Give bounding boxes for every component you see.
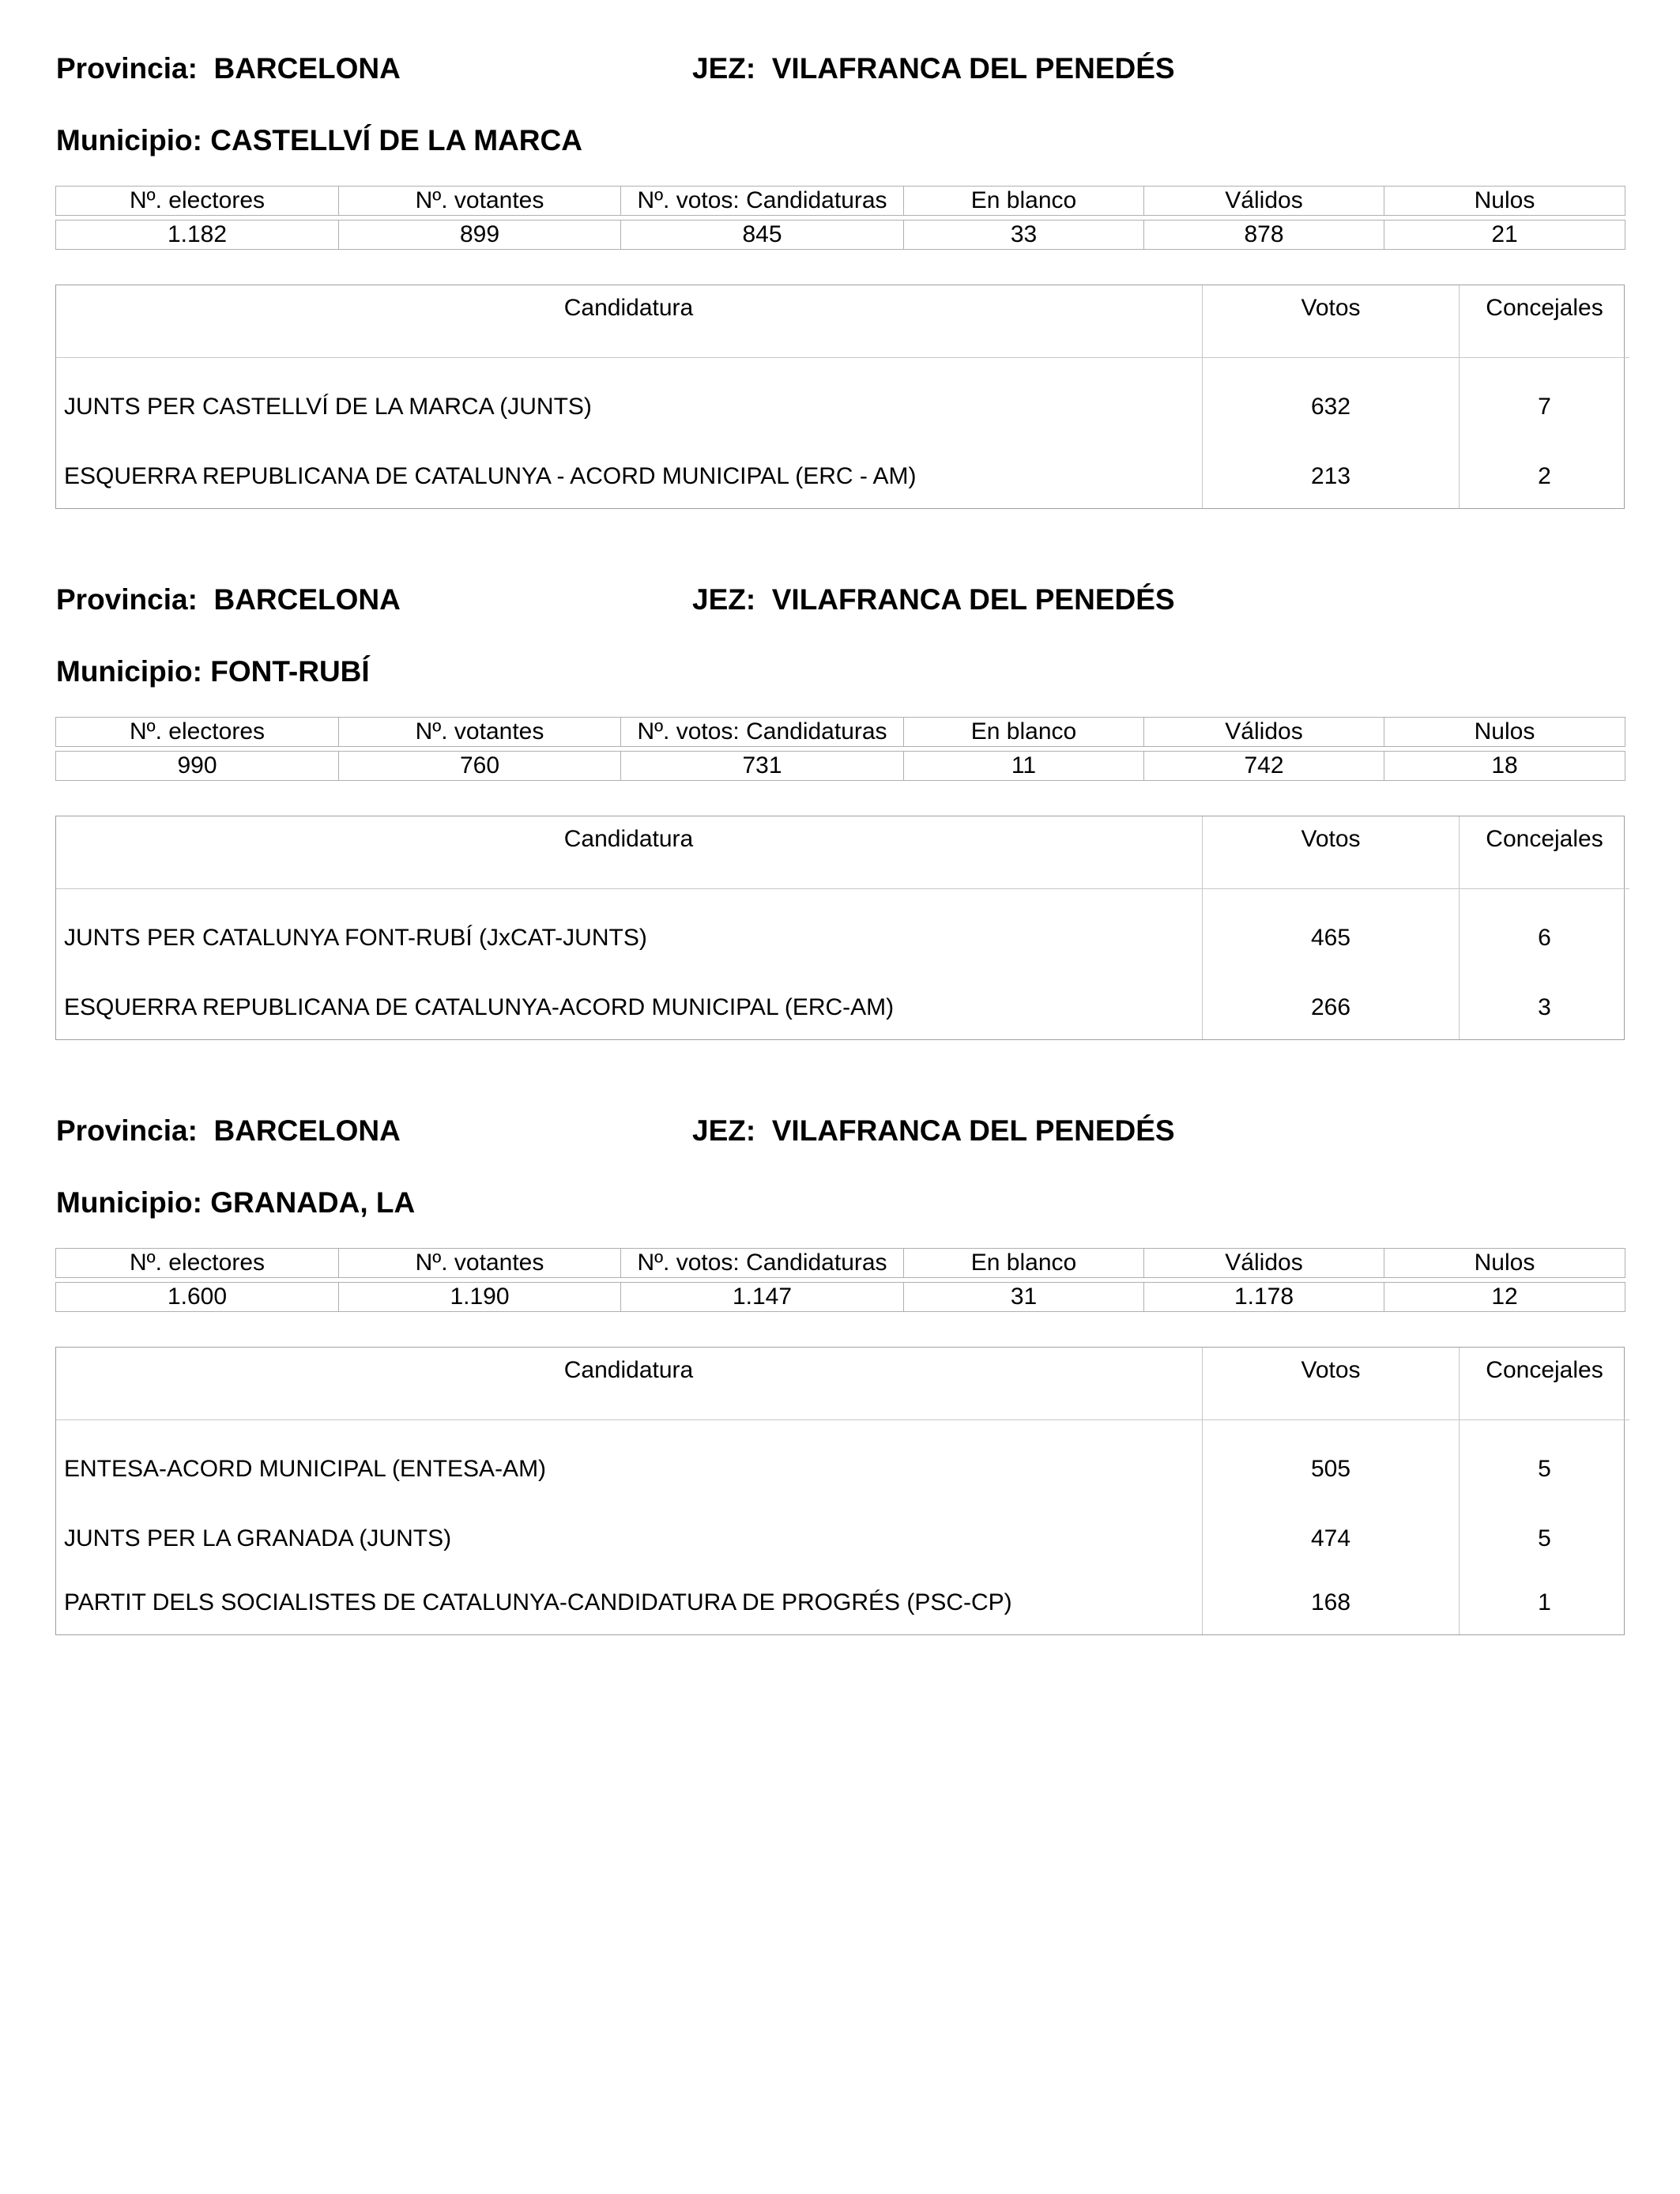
summary-header-row	[56, 718, 1625, 747]
candidaturas-header-row	[56, 285, 1629, 358]
en-blanco-header: En blanco	[904, 187, 1144, 216]
jez-header	[692, 54, 1175, 83]
provincia-value: BARCELONA	[213, 1114, 401, 1147]
jez-label: JEZ:	[692, 52, 756, 85]
en-blanco-value: 11	[904, 752, 1144, 781]
candidatura-votos: 465	[1203, 889, 1460, 976]
votos-candidaturas-header: Nº. votos: Candidaturas	[621, 718, 904, 747]
provincia-header	[56, 585, 401, 614]
candidatura-concejales: 2	[1460, 444, 1630, 508]
municipio-label: Municipio:	[56, 1186, 202, 1219]
jez-header	[692, 1116, 1175, 1145]
en-blanco-value: 33	[904, 221, 1144, 250]
concejales-header: Concejales	[1460, 816, 1630, 889]
municipio-value: FONT-RUBÍ	[210, 655, 370, 688]
candidatura-votos: 168	[1203, 1570, 1460, 1634]
candidatura-concejales: 6	[1460, 889, 1630, 976]
candidaturas-table	[55, 1347, 1625, 1635]
electores-value: 1.600	[56, 1283, 339, 1312]
votantes-header: Nº. votantes	[339, 187, 621, 216]
votantes-value: 1.190	[339, 1283, 621, 1312]
nulos-header: Nulos	[1384, 187, 1625, 216]
candidatura-header: Candidatura	[56, 1348, 1203, 1420]
candidatura-name: ESQUERRA REPUBLICANA DE CATALUNYA - ACORD MUNICIPAL (ERC - AM)	[64, 462, 917, 489]
summary-table	[55, 1248, 1625, 1312]
nulos-header: Nulos	[1384, 718, 1625, 747]
jez-value: VILAFRANCA DEL PENEDÉS	[771, 583, 1175, 616]
candidatura-votos: 632	[1203, 358, 1460, 445]
candidatura-row	[56, 1570, 1629, 1634]
municipio-value: CASTELLVÍ DE LA MARCA	[210, 124, 582, 156]
municipio-header	[56, 1188, 415, 1217]
validos-header: Válidos	[1144, 187, 1384, 216]
candidaturas-header-row	[56, 1348, 1629, 1420]
electores-header: Nº. electores	[56, 1249, 339, 1278]
jez-value: VILAFRANCA DEL PENEDÉS	[771, 1114, 1175, 1147]
provincia-header	[56, 1116, 401, 1145]
votantes-value: 899	[339, 221, 621, 250]
votos-header: Votos	[1203, 816, 1460, 889]
candidatura-row	[56, 358, 1629, 445]
en-blanco-header: En blanco	[904, 1249, 1144, 1278]
candidatura-concejales: 7	[1460, 358, 1630, 445]
validos-value: 1.178	[1144, 1283, 1384, 1312]
candidatura-header: Candidatura	[56, 285, 1203, 358]
candidatura-concejales: 5	[1460, 1420, 1630, 1507]
provincia-header	[56, 54, 401, 83]
municipio-label: Municipio:	[56, 655, 202, 688]
candidatura-row	[56, 975, 1629, 1039]
jez-value: VILAFRANCA DEL PENEDÉS	[771, 52, 1175, 85]
jez-header	[692, 585, 1175, 614]
summary-values-row	[56, 221, 1625, 250]
candidatura-concejales: 3	[1460, 975, 1630, 1039]
candidaturas-table	[55, 285, 1625, 509]
candidatura-name: PARTIT DELS SOCIALISTES DE CATALUNYA-CANDIDATURA DE PROGRÉS (PSC-CP)	[64, 1589, 1012, 1615]
candidatura-votos: 474	[1203, 1506, 1460, 1570]
nulos-header: Nulos	[1384, 1249, 1625, 1278]
electores-header: Nº. electores	[56, 718, 339, 747]
votos-candidaturas-value: 845	[621, 221, 904, 250]
candidaturas-table	[55, 816, 1625, 1040]
electores-value: 1.182	[56, 221, 339, 250]
jez-label: JEZ:	[692, 1114, 756, 1147]
summary-header-row	[56, 1249, 1625, 1278]
votantes-value: 760	[339, 752, 621, 781]
summary-table	[55, 186, 1625, 250]
candidatura-row	[56, 1420, 1629, 1507]
summary-values-row	[56, 752, 1625, 781]
provincia-label: Provincia:	[56, 52, 198, 85]
electores-value: 990	[56, 752, 339, 781]
nulos-value: 21	[1384, 221, 1625, 250]
votantes-header: Nº. votantes	[339, 1249, 621, 1278]
candidatura-row	[56, 1506, 1629, 1570]
candidaturas-header-row	[56, 816, 1629, 889]
summary-values-row	[56, 1283, 1625, 1312]
provincia-label: Provincia:	[56, 583, 198, 616]
candidatura-votos: 213	[1203, 444, 1460, 508]
candidatura-row	[56, 889, 1629, 976]
candidatura-name: ESQUERRA REPUBLICANA DE CATALUNYA-ACORD MUNICIPAL (ERC-AM)	[64, 993, 895, 1020]
validos-header: Válidos	[1144, 718, 1384, 747]
municipio-value: GRANADA, LA	[210, 1186, 416, 1219]
en-blanco-header: En blanco	[904, 718, 1144, 747]
candidatura-concejales: 5	[1460, 1506, 1630, 1570]
municipio-header	[56, 126, 582, 155]
candidatura-concejales: 1	[1460, 1570, 1630, 1634]
municipio-header	[56, 657, 370, 686]
concejales-header: Concejales	[1460, 1348, 1630, 1420]
jez-label: JEZ:	[692, 583, 756, 616]
votos-candidaturas-value: 1.147	[621, 1283, 904, 1312]
concejales-header: Concejales	[1460, 285, 1630, 358]
candidatura-name: JUNTS PER CASTELLVÍ DE LA MARCA (JUNTS)	[64, 393, 592, 420]
candidatura-name: JUNTS PER LA GRANADA (JUNTS)	[64, 1525, 452, 1551]
summary-header-row	[56, 187, 1625, 216]
votos-candidaturas-header: Nº. votos: Candidaturas	[621, 1249, 904, 1278]
votos-header: Votos	[1203, 1348, 1460, 1420]
nulos-value: 18	[1384, 752, 1625, 781]
electores-header: Nº. electores	[56, 187, 339, 216]
votos-candidaturas-value: 731	[621, 752, 904, 781]
provincia-label: Provincia:	[56, 1114, 198, 1147]
candidatura-name: JUNTS PER CATALUNYA FONT-RUBÍ (JxCAT-JUNTS)	[64, 924, 647, 951]
votos-candidaturas-header: Nº. votos: Candidaturas	[621, 187, 904, 216]
provincia-value: BARCELONA	[213, 583, 401, 616]
candidatura-name: ENTESA-ACORD MUNICIPAL (ENTESA-AM)	[64, 1455, 547, 1482]
candidatura-votos: 505	[1203, 1420, 1460, 1507]
validos-value: 878	[1144, 221, 1384, 250]
candidatura-header: Candidatura	[56, 816, 1203, 889]
nulos-value: 12	[1384, 1283, 1625, 1312]
summary-table	[55, 717, 1625, 781]
votos-header: Votos	[1203, 285, 1460, 358]
municipio-label: Municipio:	[56, 124, 202, 156]
provincia-value: BARCELONA	[213, 52, 401, 85]
validos-header: Válidos	[1144, 1249, 1384, 1278]
votantes-header: Nº. votantes	[339, 718, 621, 747]
candidatura-row	[56, 444, 1629, 508]
validos-value: 742	[1144, 752, 1384, 781]
en-blanco-value: 31	[904, 1283, 1144, 1312]
candidatura-votos: 266	[1203, 975, 1460, 1039]
